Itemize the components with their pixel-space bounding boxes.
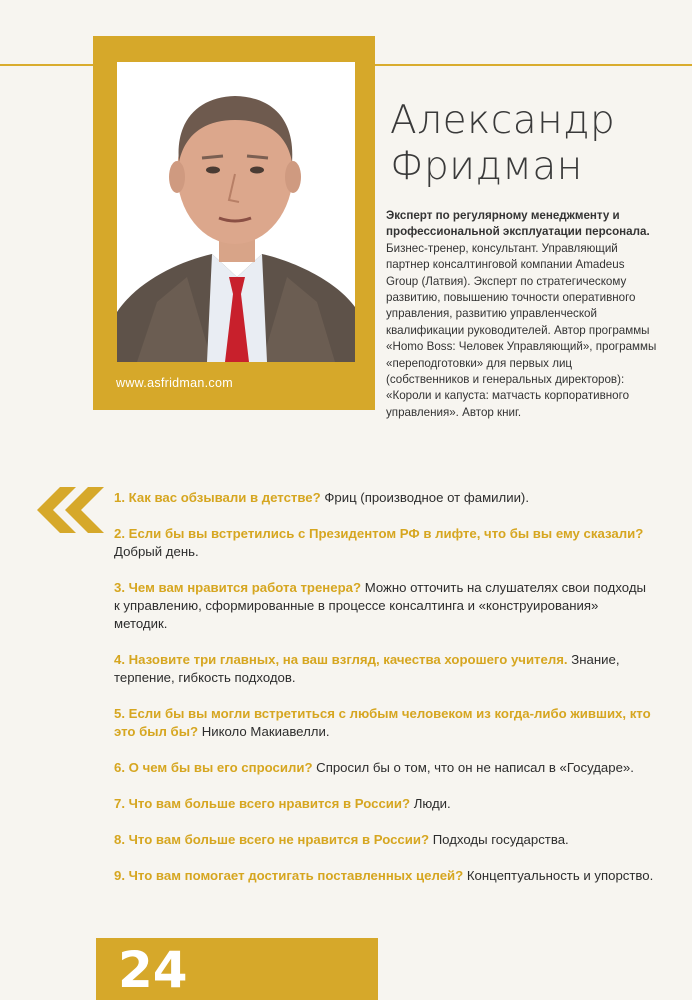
qa-item: [114, 579, 654, 633]
portrait-photo: [117, 62, 355, 362]
bio: [386, 208, 658, 421]
qa-list: [114, 489, 654, 903]
qa-item: [114, 867, 654, 885]
website-link[interactable]: www.asfridman.com: [116, 376, 233, 390]
qa-item: [114, 525, 654, 561]
answer: Можно отточить на слушателях свои подходы к управлению, сформированные в процессе консалтинга и «конструирования» методик.: [114, 580, 647, 631]
question: 8. Что вам больше всего не нравится в России?: [114, 832, 430, 847]
answer: Концептуальность и упорство.: [463, 868, 654, 883]
answer: Люди.: [410, 796, 451, 811]
answer: Знание, терпение, гибкость подходов.: [114, 652, 620, 685]
qa-item: [114, 651, 654, 687]
answer: Добрый день.: [114, 544, 199, 559]
page-number: 24: [118, 941, 188, 999]
answer: Фриц (производное от фамилии).: [320, 490, 529, 505]
name-last: Фридман: [390, 144, 583, 189]
question: 5. Если бы вы могли встретиться с любым человеком из когда-либо живших, кто это был бы?: [114, 706, 651, 739]
qa-item: [114, 489, 654, 507]
bio-lead: Эксперт по регулярному менеджменту и профессиональной эксплуатации персонала.: [386, 209, 650, 239]
question: 7. Что вам больше всего нравится в России?: [114, 796, 411, 811]
qa-item: [114, 831, 654, 849]
question: 3. Чем вам нравится работа тренера?: [114, 580, 362, 595]
quote-chevrons-icon: [30, 487, 110, 533]
answer: Спросил бы о том, что он не написал в «Государе».: [312, 760, 634, 775]
qa-item: [114, 795, 654, 813]
question: 4. Назовите три главных, на ваш взгляд, качества хорошего учителя.: [114, 652, 568, 667]
answer: Николо Макиавелли.: [198, 724, 330, 739]
question: 1. Как вас обзывали в детстве?: [114, 490, 321, 505]
qa-item: [114, 759, 654, 777]
question: 2. Если бы вы встретились с Президентом РФ в лифте, что бы вы ему сказали?: [114, 526, 644, 541]
question: 9. Что вам помогает достигать поставленных целей?: [114, 868, 464, 883]
question: 6. О чем бы вы его спросили?: [114, 760, 313, 775]
answer: Подходы государства.: [429, 832, 569, 847]
person-name: [390, 98, 615, 190]
qa-item: [114, 705, 654, 741]
name-first: Александр: [390, 98, 616, 143]
bio-text: Бизнес-тренер, консультант. Управляющий партнер консалтинговой компании Amadeus Group (Латвия). Эксперт по стратегическому развитию, повышению точности оперативного управления, развитию управленческой квалификации руководителей. Автор программы «Homo Boss: Человек Управляющий», программы «переподготовки» для первых лиц (собственников и генеральных директоров): «Короли и капуста: матчасть корпоративного управления». Автор книг.: [386, 241, 657, 419]
